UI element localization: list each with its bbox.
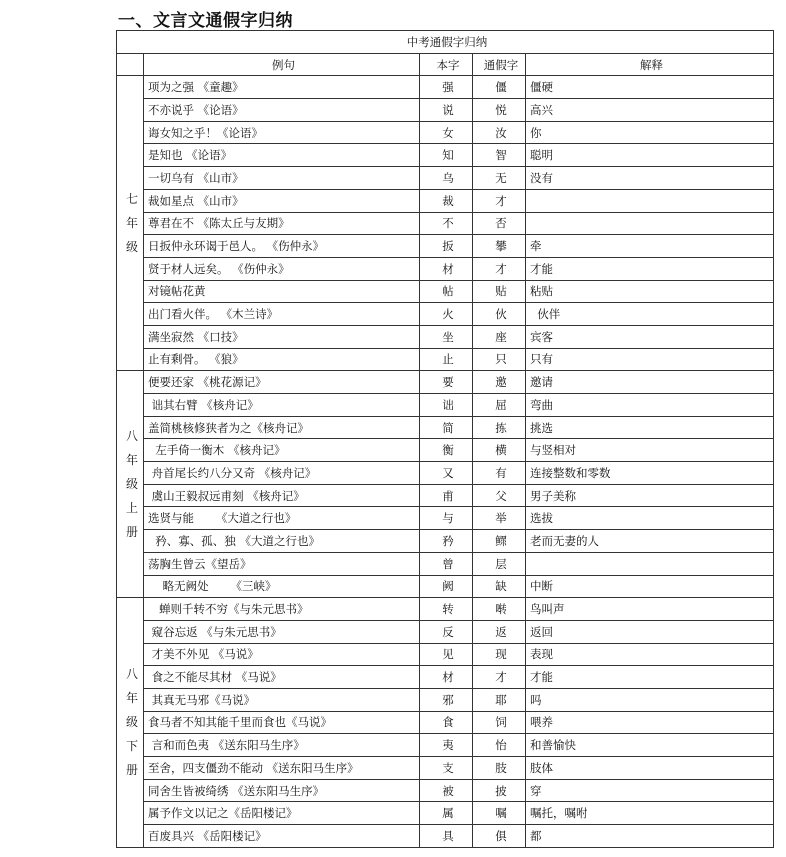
example-cell: 食马者不知其能千里而食也《马说》: [144, 711, 420, 734]
original-char-cell: 曾: [420, 552, 473, 575]
meaning-cell: 僵硬: [526, 76, 774, 99]
grade-label-char: 级: [125, 240, 138, 255]
table-row: [117, 711, 774, 734]
meaning-cell: 没有: [526, 167, 774, 190]
grade-label-char: 八: [125, 667, 138, 682]
table-row: [117, 144, 774, 167]
meaning-cell: 连接整数和零数: [526, 462, 774, 485]
original-char-cell: 止: [420, 348, 473, 371]
example-cell: 便要还家 《桃花源记》: [144, 371, 420, 394]
borrowed-char-cell: 才: [473, 666, 526, 689]
meaning-cell: 鸟叫声: [526, 598, 774, 621]
meaning-cell: [526, 212, 774, 235]
table-row: [117, 189, 774, 212]
meaning-cell: [526, 189, 774, 212]
original-char-cell: 支: [420, 757, 473, 780]
meaning-cell: 老而无妻的人: [526, 530, 774, 553]
table-row: [117, 575, 774, 598]
table-row: [117, 325, 774, 348]
borrowed-char-cell: 汝: [473, 121, 526, 144]
table-row: [117, 235, 774, 258]
example-cell: 矜、寡、孤、独 《大道之行也》: [144, 530, 420, 553]
meaning-cell: 邀请: [526, 371, 774, 394]
original-char-cell: 火: [420, 303, 473, 326]
meaning-cell: 伙伴: [526, 303, 774, 326]
table-row: [117, 484, 774, 507]
table-row: [117, 167, 774, 190]
grade-label-char: 册: [125, 525, 138, 540]
meaning-cell: 才能: [526, 257, 774, 280]
page-heading: 一、文言文通假字归纳: [118, 11, 293, 31]
meaning-cell: 宾客: [526, 325, 774, 348]
header-borrowed: 通假字: [473, 53, 526, 76]
table-row: [117, 507, 774, 530]
grade-label-char: 年: [125, 453, 138, 468]
borrowed-char-cell: 有: [473, 462, 526, 485]
example-cell: 日扳仲永环谒于邑人。 《伤仲永》: [144, 235, 420, 258]
table-row: [117, 530, 774, 553]
example-cell: 其真无马邪《马说》: [144, 688, 420, 711]
original-char-cell: 材: [420, 666, 473, 689]
meaning-cell: 返回: [526, 620, 774, 643]
example-cell: 出门看火伴。 《木兰诗》: [144, 303, 420, 326]
borrowed-char-cell: 层: [473, 552, 526, 575]
table-row: [117, 552, 774, 575]
original-char-cell: 要: [420, 371, 473, 394]
table-caption-row: [117, 31, 774, 54]
meaning-cell: 只有: [526, 348, 774, 371]
example-cell: 诎其右臂 《核舟记》: [144, 394, 420, 417]
table-row: [117, 825, 774, 848]
table-row: [117, 666, 774, 689]
tongjiazi-table: [116, 30, 774, 848]
original-char-cell: 属: [420, 802, 473, 825]
example-cell: 项为之强 《童趣》: [144, 76, 420, 99]
original-char-cell: 材: [420, 257, 473, 280]
example-cell: 荡胸生曾云《望岳》: [144, 552, 420, 575]
meaning-cell: 与竖相对: [526, 439, 774, 462]
original-char-cell: 邪: [420, 688, 473, 711]
table-row: [117, 212, 774, 235]
meaning-cell: 嘱托，嘱咐: [526, 802, 774, 825]
meaning-cell: 粘贴: [526, 280, 774, 303]
table-row: [117, 688, 774, 711]
example-cell: 百废具兴 《岳阳楼记》: [144, 825, 420, 848]
meaning-cell: 男子美称: [526, 484, 774, 507]
original-char-cell: 帖: [420, 280, 473, 303]
original-char-cell: 甫: [420, 484, 473, 507]
meaning-cell: [526, 552, 774, 575]
original-char-cell: 被: [420, 779, 473, 802]
borrowed-char-cell: 贴: [473, 280, 526, 303]
table-row: [117, 757, 774, 780]
table-row: [117, 620, 774, 643]
header-meaning: 解释: [526, 53, 774, 76]
borrowed-char-cell: 否: [473, 212, 526, 235]
grade-label-char: 年: [125, 691, 138, 706]
original-char-cell: 不: [420, 212, 473, 235]
borrowed-char-cell: 缺: [473, 575, 526, 598]
meaning-cell: 挑选: [526, 416, 774, 439]
borrowed-char-cell: 嘱: [473, 802, 526, 825]
original-char-cell: 见: [420, 643, 473, 666]
table-row: [117, 121, 774, 144]
grade-label-cell: [117, 371, 144, 598]
borrowed-char-cell: 鳏: [473, 530, 526, 553]
original-char-cell: 矜: [420, 530, 473, 553]
example-cell: 不亦说乎 《论语》: [144, 99, 420, 122]
grade-label-char: 八: [125, 429, 138, 444]
header-group-cell: [117, 53, 144, 76]
table-row: [117, 99, 774, 122]
borrowed-char-cell: 啭: [473, 598, 526, 621]
borrowed-char-cell: 伙: [473, 303, 526, 326]
example-cell: 贤于材人远矣。 《伤仲永》: [144, 257, 420, 280]
grade-label-char: 上: [125, 501, 138, 516]
meaning-cell: 才能: [526, 666, 774, 689]
example-cell: 选贤与能 《大道之行也》: [144, 507, 420, 530]
example-cell: 是知也 《论语》: [144, 144, 420, 167]
grade-label-cell: [117, 598, 144, 848]
original-char-cell: 说: [420, 99, 473, 122]
example-cell: 盖简桃核修狭者为之《核舟记》: [144, 416, 420, 439]
header-original: 本字: [420, 53, 473, 76]
borrowed-char-cell: 饲: [473, 711, 526, 734]
grade-label-cell: [117, 76, 144, 371]
original-char-cell: 诎: [420, 394, 473, 417]
borrowed-char-cell: 父: [473, 484, 526, 507]
meaning-cell: 喂养: [526, 711, 774, 734]
original-char-cell: 具: [420, 825, 473, 848]
grade-label-char: 下: [125, 739, 138, 754]
borrowed-char-cell: 座: [473, 325, 526, 348]
table-row: [117, 779, 774, 802]
table-row: [117, 734, 774, 757]
example-cell: 对镜帖花黄: [144, 280, 420, 303]
example-cell: 食之不能尽其材 《马说》: [144, 666, 420, 689]
original-char-cell: 食: [420, 711, 473, 734]
original-char-cell: 乌: [420, 167, 473, 190]
table-row: [117, 598, 774, 621]
borrowed-char-cell: 披: [473, 779, 526, 802]
example-cell: 才美不外见 《马说》: [144, 643, 420, 666]
meaning-cell: 肢体: [526, 757, 774, 780]
example-cell: 尊君在不 《陈太丘与友期》: [144, 212, 420, 235]
meaning-cell: 选拔: [526, 507, 774, 530]
table-row: [117, 462, 774, 485]
grade-label-char: 级: [125, 477, 138, 492]
table-caption: 中考通假字归纳: [117, 31, 774, 54]
original-char-cell: 转: [420, 598, 473, 621]
meaning-cell: 牵: [526, 235, 774, 258]
borrowed-char-cell: 悦: [473, 99, 526, 122]
example-cell: 诲女知之乎！《论语》: [144, 121, 420, 144]
original-char-cell: 反: [420, 620, 473, 643]
meaning-cell: 高兴: [526, 99, 774, 122]
borrowed-char-cell: 僵: [473, 76, 526, 99]
borrowed-char-cell: 怡: [473, 734, 526, 757]
table-row: [117, 371, 774, 394]
borrowed-char-cell: 只: [473, 348, 526, 371]
borrowed-char-cell: 邀: [473, 371, 526, 394]
borrowed-char-cell: 无: [473, 167, 526, 190]
original-char-cell: 女: [420, 121, 473, 144]
table-row: [117, 416, 774, 439]
meaning-cell: 中断: [526, 575, 774, 598]
table-row: [117, 439, 774, 462]
borrowed-char-cell: 才: [473, 257, 526, 280]
original-char-cell: 坐: [420, 325, 473, 348]
meaning-cell: 聪明: [526, 144, 774, 167]
table-row: [117, 257, 774, 280]
borrowed-char-cell: 返: [473, 620, 526, 643]
table-row: [117, 76, 774, 99]
example-cell: 窥谷忘返 《与朱元思书》: [144, 620, 420, 643]
borrowed-char-cell: 才: [473, 189, 526, 212]
original-char-cell: 知: [420, 144, 473, 167]
example-cell: 略无阙处 《三峡》: [144, 575, 420, 598]
table-header-row: [117, 53, 774, 76]
grade-label-char: 七: [125, 192, 138, 207]
example-cell: 至舍，四支僵劲不能动 《送东阳马生序》: [144, 757, 420, 780]
original-char-cell: 又: [420, 462, 473, 485]
meaning-cell: 和善愉快: [526, 734, 774, 757]
table-row: [117, 643, 774, 666]
example-cell: 一切乌有 《山市》: [144, 167, 420, 190]
table-row: [117, 303, 774, 326]
example-cell: 止有剩骨。 《狼》: [144, 348, 420, 371]
meaning-cell: 表现: [526, 643, 774, 666]
original-char-cell: 衡: [420, 439, 473, 462]
example-cell: 左手倚一衡木 《核舟记》: [144, 439, 420, 462]
grade-label-char: 册: [125, 763, 138, 778]
original-char-cell: 与: [420, 507, 473, 530]
example-cell: 虞山王毅叔远甫刻 《核舟记》: [144, 484, 420, 507]
grade-label-char: 级: [125, 715, 138, 730]
example-cell: 属予作文以记之《岳阳楼记》: [144, 802, 420, 825]
example-cell: 蝉则千转不穷《与朱元思书》: [144, 598, 420, 621]
borrowed-char-cell: 现: [473, 643, 526, 666]
original-char-cell: 强: [420, 76, 473, 99]
original-char-cell: 扳: [420, 235, 473, 258]
borrowed-char-cell: 攀: [473, 235, 526, 258]
meaning-cell: 你: [526, 121, 774, 144]
table-row: [117, 394, 774, 417]
borrowed-char-cell: 肢: [473, 757, 526, 780]
original-char-cell: 夷: [420, 734, 473, 757]
borrowed-char-cell: 耶: [473, 688, 526, 711]
grade-label-char: 年: [125, 216, 138, 231]
table-row: [117, 348, 774, 371]
original-char-cell: 阙: [420, 575, 473, 598]
original-char-cell: 简: [420, 416, 473, 439]
borrowed-char-cell: 智: [473, 144, 526, 167]
original-char-cell: 裁: [420, 189, 473, 212]
table-row: [117, 802, 774, 825]
meaning-cell: 吗: [526, 688, 774, 711]
meaning-cell: 穿: [526, 779, 774, 802]
example-cell: 同舍生皆被绮绣 《送东阳马生序》: [144, 779, 420, 802]
example-cell: 裁如星点 《山市》: [144, 189, 420, 212]
example-cell: 言和而色夷 《送东阳马生序》: [144, 734, 420, 757]
borrowed-char-cell: 横: [473, 439, 526, 462]
table-row: [117, 280, 774, 303]
borrowed-char-cell: 俱: [473, 825, 526, 848]
header-example: 例句: [144, 53, 420, 76]
example-cell: 满坐寂然 《口技》: [144, 325, 420, 348]
borrowed-char-cell: 拣: [473, 416, 526, 439]
meaning-cell: 都: [526, 825, 774, 848]
example-cell: 舟首尾长约八分又奇 《核舟记》: [144, 462, 420, 485]
borrowed-char-cell: 举: [473, 507, 526, 530]
borrowed-char-cell: 屈: [473, 394, 526, 417]
meaning-cell: 弯曲: [526, 394, 774, 417]
